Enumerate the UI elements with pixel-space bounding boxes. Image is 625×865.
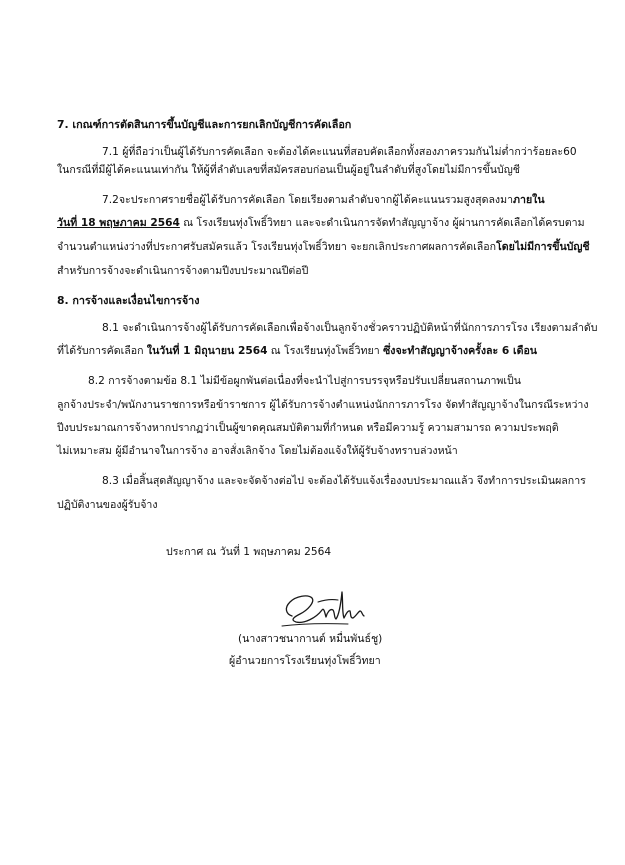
handwritten-signature [278,580,368,630]
clause-7-2-line-1 [102,193,545,207]
clause-8-1-line-1: 8.1 จะดำเนินการจ้างผู้ได้รับการคัดเลือกเพื่อจ้างเป็นลูกจ้างชั่วคราวปฏิบัติหน้าที่นักการภารโรง เรียงตามลำดับ [102,322,598,334]
section-8-heading: 8. การจ้างและเงื่อนไขการจ้าง [57,294,200,307]
clause-7-1-line-2: ในกรณีที่มีผู้ได้คะแนนเท่ากัน ให้ผู้ที่ลำดับเลขที่สมัครสอบก่อนเป็นผู้อยู่ในลำดับที่สูงโดยไม่มีการขึ้นบัญชี [57,164,520,176]
signatory-name: (นางสาวชนากานต์ หมื่นพันธ์ชู) [238,633,383,645]
no-list-registration-text: โดยไม่มีการขึ้นบัญชี [496,241,590,253]
clause-7-2-line-3-text: จำนวนตำแหน่งว่างที่ประกาศรับสมัครแล้ว โรงเรียนทุ่งโพธิ์วิทยา จะยกเลิกประกาศผลการคัดเลือก [57,241,497,253]
announcement-deadline-date: วันที่ 18 พฤษภาคม 2564 [57,217,180,229]
clause-8-2-line-2: ลูกจ้างประจำ/พนักงานราชการหรือข้าราชการ ผู้ได้รับการจ้างตำแหน่งนักการภารโรง จัดทำสัญญาจ้างในกรณีระหว่าง [57,399,589,411]
clause-8-1-school-text: ณ โรงเรียนทุ่งโพธิ์วิทยา [267,345,384,357]
contract-term-text: ซึ่งจะทำสัญญาจ้างครั้งละ 6 เดือน [383,345,538,357]
clause-8-2-line-4: ไม่เหมาะสม ผู้มีอำนาจในการจ้าง อาจสั่งเลิกจ้าง โดยไม่ต้องแจ้งให้ผู้รับจ้างทราบล่วงหน้า [57,445,458,457]
clause-7-2-line-2-text: ณ โรงเรียนทุ่งโพธิ์วิทยา และจะดำเนินการจัดทำสัญญาจ้าง ผู้ผ่านการคัดเลือกได้ครบตาม [179,217,585,229]
clause-7-2-within-text: ภายใน [513,194,545,206]
clause-7-2-line-3 [57,240,590,254]
announcement-date-line: ประกาศ ณ วันที่ 1 พฤษภาคม 2564 [166,546,332,558]
clause-8-1-line-2-text: ที่ได้รับการคัดเลือก [57,345,147,357]
signatory-title: ผู้อำนวยการโรงเรียนทุ่งโพธิ์วิทยา [229,655,381,667]
clause-7-2-line-2 [57,216,585,230]
clause-8-1-line-2 [57,344,537,358]
clause-7-2-line-1-text: 7.2จะประกาศรายชื่อผู้ได้รับการคัดเลือก โดยเรียงตามลำดับจากผู้ได้คะแนนรวมสูงสุดลงมา [102,194,514,206]
section-7-heading: 7. เกณฑ์การตัดสินการขึ้นบัญชีและการยกเลิกบัญชีการคัดเลือก [57,118,352,131]
clause-8-2-line-3: ปีงบประมาณการจ้างหากปรากฏว่าเป็นผู้ขาดคุณสมบัติตามที่กำหนด หรือมีความรู้ ความสามารถ ความประพฤติ [57,422,559,434]
clause-7-2-line-4: สำหรับการจ้างจะดำเนินการจ้างตามปีงบประมาณปีต่อปี [57,265,309,277]
clause-8-3-line-1: 8.3 เมื่อสิ้นสุดสัญญาจ้าง และจะจัดจ้างต่อไป จะต้องได้รับแจ้งเรื่องงบประมาณแล้ว จึงทำการประเมินผลการ [102,475,586,487]
employment-start-date: ในวันที่ 1 มิถุนายน 2564 [146,345,268,357]
clause-8-2-line-1: 8.2 การจ้างตามข้อ 8.1 ไม่มีข้อผูกพันต่อเนื่องที่จะนำไปสู่การบรรจุหรือปรับเปลี่ยนสถานภาพเป็น [88,375,521,387]
clause-8-3-line-2: ปฏิบัติงานของผู้รับจ้าง [57,499,158,511]
clause-7-1-line-1: 7.1 ผู้ที่ถือว่าเป็นผู้ได้รับการคัดเลือก จะต้องได้คะแนนที่สอบคัดเลือกทั้งสองภาครวมกันไม่ต่ำกว่าร้อยละ60 [102,146,577,158]
